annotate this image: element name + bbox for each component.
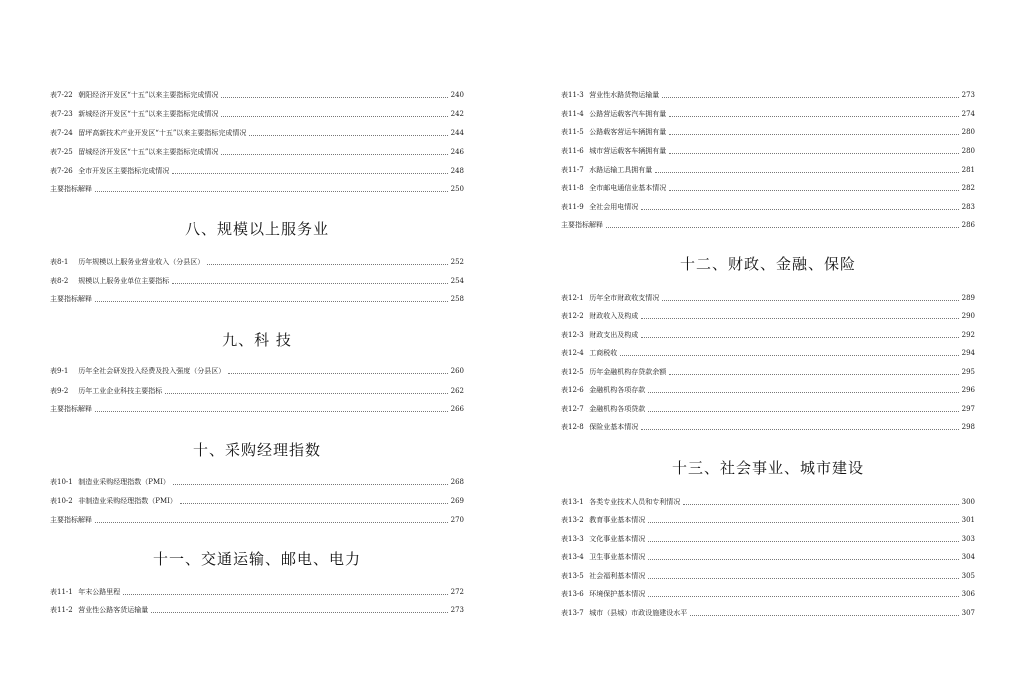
toc-entry[interactable]: 表12-6 金融机构各项存款 296 (561, 386, 975, 394)
section-heading: 十二、财政、金融、保险 (679, 255, 856, 273)
toc-entry[interactable]: 表11-1 年末公路里程 272 (50, 588, 464, 596)
toc-entry[interactable]: 表11-4 公路营运载客汽车拥有量 274 (561, 110, 975, 118)
toc-entry[interactable]: 表13-3 文化事业基本情况 303 (561, 535, 975, 543)
toc-entry[interactable]: 表12-1 历年全市财政收支情况 289 (561, 294, 975, 302)
section-heading: 十、采购经理指数 (192, 441, 321, 459)
toc-entry[interactable]: 表13-4 卫生事业基本情况 304 (561, 553, 975, 561)
toc-entry[interactable]: 表12-4 工商税收 294 (561, 349, 975, 357)
toc-entry[interactable]: 表7-22 朝阳经济开发区“十五”以来主要指标完成情况 240 (50, 91, 464, 99)
toc-entry[interactable]: 表11-3 营业性水路货物运输量 273 (561, 91, 975, 99)
toc-entry[interactable]: 主要指标解释 286 (561, 221, 975, 229)
toc-entry[interactable]: 表13-6 环境保护基本情况 306 (561, 590, 975, 598)
section-heading: 十一、交通运输、邮电、电力 (152, 550, 361, 568)
toc-entry[interactable]: 主要指标解释 250 (50, 185, 464, 193)
toc-entry[interactable]: 表13-5 社会福利基本情况 305 (561, 572, 975, 580)
toc-entry[interactable]: 表7-26 全市开发区主要指标完成情况 248 (50, 167, 464, 175)
toc-entry[interactable]: 表10-1 制造业采购经理指数（PMI） 268 (50, 478, 464, 486)
toc-entry[interactable]: 表11-8 全市邮电通信业基本情况 282 (561, 184, 975, 192)
toc-entry[interactable]: 主要指标解释 270 (50, 516, 464, 524)
toc-entry[interactable]: 表11-7 水路运输工具拥有量 281 (561, 166, 975, 174)
toc-entry[interactable]: 表12-8 保险业基本情况 298 (561, 423, 975, 431)
toc-entry[interactable]: 表13-2 教育事业基本情况 301 (561, 516, 975, 524)
toc-entry[interactable]: 主要指标解释 266 (50, 405, 464, 413)
toc-entry[interactable]: 表12-2 财政收入及构成 290 (561, 312, 975, 320)
toc-entry[interactable]: 表8-2 规模以上服务业单位主要指标 254 (50, 277, 464, 285)
toc-entry[interactable]: 表8-1 历年规模以上服务业营业收入（分县区） 252 (50, 258, 464, 266)
toc-entry[interactable]: 表11-5 公路载客营运车辆拥有量 280 (561, 128, 975, 136)
toc-entry[interactable]: 表9-2 历年工业企业科技主要指标 262 (50, 387, 464, 395)
toc-entry[interactable]: 表11-6 城市营运载客车辆拥有量 280 (561, 147, 975, 155)
toc-entry[interactable]: 表10-2 非制造业采购经理指数（PMI） 269 (50, 497, 464, 505)
toc-entry[interactable]: 表12-3 财政支出及构成 292 (561, 331, 975, 339)
toc-entry[interactable]: 表12-7 金融机构各项贷款 297 (561, 405, 975, 413)
toc-entry[interactable]: 表7-24 留坪高新技术产业开发区“十五”以来主要指标完成情况 244 (50, 129, 464, 137)
toc-entry[interactable]: 表7-25 留城经济开发区“十五”以来主要指标完成情况 246 (50, 148, 464, 156)
toc-entry[interactable]: 表11-9 全社会用电情况 283 (561, 203, 975, 211)
toc-entry[interactable]: 表12-5 历年金融机构存贷款余额 295 (561, 368, 975, 376)
toc-entry[interactable]: 表7-23 新城经济开发区“十五”以来主要指标完成情况 242 (50, 110, 464, 118)
toc-entry[interactable]: 表13-1 各类专业技术人员和专利情况 300 (561, 498, 975, 506)
toc-entry[interactable]: 表11-2 营业性公路客货运输量 273 (50, 606, 464, 614)
toc-entry[interactable]: 表13-7 城市（县城）市政设施建设水平 307 (561, 609, 975, 617)
section-heading: 八、规模以上服务业 (184, 220, 329, 238)
section-heading: 十三、社会事业、城市建设 (671, 459, 864, 477)
toc-entry[interactable]: 表9-1 历年全社会研发投入经费及投入强度（分县区） 260 (50, 367, 464, 375)
section-heading: 九、科 技 (222, 331, 292, 349)
toc-entry[interactable]: 主要指标解释 258 (50, 295, 464, 303)
